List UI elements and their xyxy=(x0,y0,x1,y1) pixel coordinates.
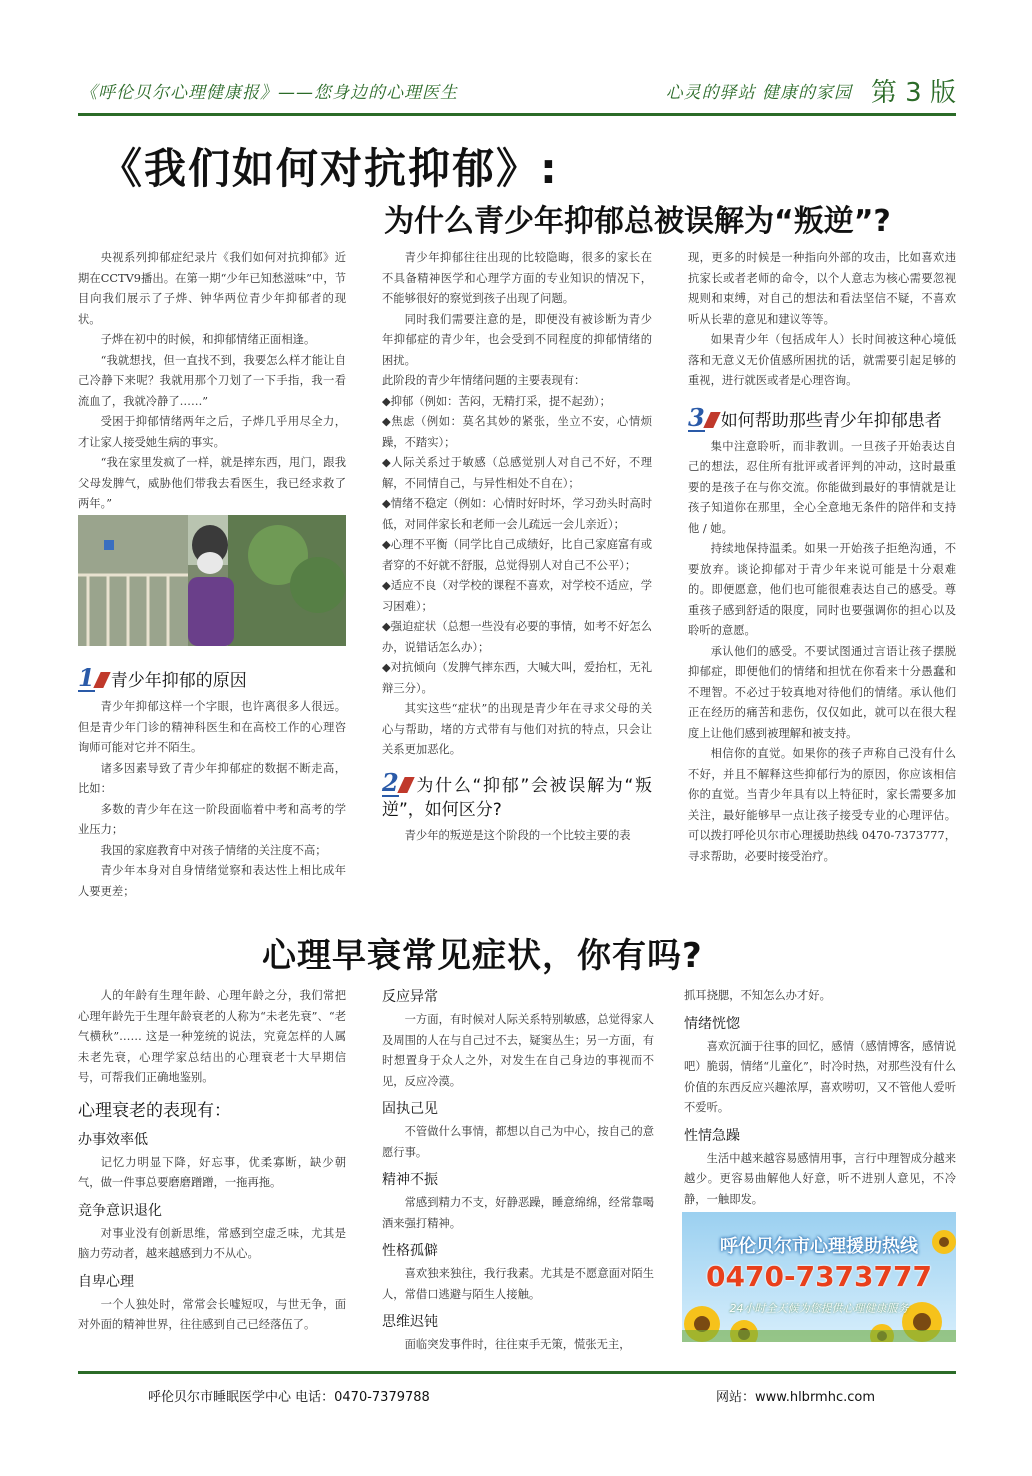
paragraph: 常感到精力不支，好静恶躁，睡意绵绵，经常靠喝酒来强打精神。 xyxy=(382,1196,654,1230)
paragraph: 记忆力明显下降，好忘事，优柔寡断，缺少朝气，做一件事总要磨磨蹭蹭，一拖再拖。 xyxy=(78,1155,346,1189)
paragraph: 现，更多的时候是一种指向外部的攻击，比如喜欢违抗家长或者老师的命令，以个人意志为核心需要忽视规则和束缚，对自己的想法和看法坚信不疑，不喜欢听从长辈的意见和建议等等。 xyxy=(688,251,956,326)
symptom-heading: 固执己见 xyxy=(382,1101,438,1117)
paragraph: 子烨在初中的时候，和抑郁情绪正面相逢。 xyxy=(100,333,316,346)
section-number: 2 xyxy=(382,767,399,797)
article2-col1 xyxy=(78,986,346,1336)
footer-rule xyxy=(78,1371,956,1374)
symptom-item: ◆心理不平衡（同学比自己成绩好，比自己家庭富有或者穿的不好就不舒服，总觉得别人对自己不公平）； xyxy=(382,538,652,572)
article2-col3 xyxy=(684,986,956,1210)
symptom-item: ◆人际关系过于敏感（总感觉别人对自己不好，不理解，不同情自己，与异性相处不自在）； xyxy=(382,456,652,490)
hotline-banner xyxy=(682,1212,956,1342)
banner-title: 呼伦贝尔市心理援助热线 xyxy=(720,1236,918,1257)
paragraph: 面临突发事件时，往往束手无策，慌张无主， xyxy=(404,1338,631,1351)
article2-col2 xyxy=(382,986,654,1356)
paragraph: 喜欢独来独往，我行我素。尤其是不愿意面对陌生人，常借口逃避与陌生人接触。 xyxy=(382,1267,654,1301)
header-rule xyxy=(78,113,956,116)
symptom-item: ◆抑郁（例如：苦闷，无精打采，提不起劲）； xyxy=(382,394,611,408)
paragraph: 青少年本身对自身情绪觉察和表达性上相比成年人要更差； xyxy=(78,864,346,898)
paragraph: 此阶段的青少年情绪问题的主要表现有： xyxy=(382,374,586,387)
paragraph: 青少年抑郁往往出现的比较隐晦，很多的家长在不具备精神医学和心理学方面的专业知识的情况下，不能够很好的察觉到孩子出现了问题。 xyxy=(382,251,652,305)
symptom-item: ◆对抗倾向（发脾气摔东西，大喊大叫，爱抬杠，无礼辩三分）。 xyxy=(382,661,652,695)
paragraph: 青少年抑郁这样一个字眼，也许离很多人很远。但是青少年门诊的精神科医生和在高校工作的心理咨询师可能对它并不陌生。 xyxy=(78,700,346,754)
symptom-heading: 反应异常 xyxy=(382,989,438,1005)
paragraph: 同时我们需要注意的是，即便没有被诊断为青少年抑郁症的青少年，也会受到不同程度的抑郁情绪的困扰。 xyxy=(382,312,652,367)
article2-title: 心理早衰常见症状，你有吗? xyxy=(262,936,703,976)
symptom-item: ◆焦虑（例如：莫名其妙的紧张，坐立不安，心情烦躁，不踏实）； xyxy=(382,415,652,449)
symptom-item: ◆情绪不稳定（例如：心情时好时坏，学习劲头时高时低，对同伴家长和老师一会儿疏远一会儿亲近）； xyxy=(382,497,652,531)
symptom-heading: 精神不振 xyxy=(382,1172,438,1188)
section-number: 1 xyxy=(78,663,95,692)
paragraph: 喜欢沉湎于往事的回忆，感情（感情博客，感情说吧）脆弱，情绪“儿童化”，时冷时热，对那些没有什么价值的东西反应兴趣浓厚，喜欢唠叨，又不管他人爱听不爱听。 xyxy=(684,1039,956,1114)
documentary-photo xyxy=(78,515,346,646)
paragraph: 一方面，有时候对人际关系特别敏感，总觉得家人及周围的人在与自己过不去，疑窦丛生；另一方面，有时想置身于众人之外，对发生在自己身边的事视而不见，反应冷漠。 xyxy=(382,1013,654,1088)
paragraph: “我在家里发疯了一样，就是摔东西，甩门，跟我父母发脾气，威胁他们带我去看医生，我已经求救了两年。” xyxy=(78,456,346,510)
footer-contact: 呼伦贝尔市睡眠医学中心 电话：0470-7379788 xyxy=(148,1390,430,1405)
section-number: 3 xyxy=(688,402,705,432)
symptom-heading: 办事效率低 xyxy=(78,1131,148,1148)
paragraph: “我就想找，但一直找不到，我要怎么样才能让自己冷静下来呢？我就用那个刀划了一下手指，我一看流血了，我就冷静了……” xyxy=(78,353,346,408)
symptom-heading: 竞争意识退化 xyxy=(78,1202,162,1219)
banner-tagline: 24小时全天候为您提供心理健康服务 xyxy=(729,1302,909,1315)
article1-title: 《我们如何对抗抑郁》: xyxy=(100,144,559,193)
paragraph: 生活中越来越容易感情用事，言行中理智成分越来越少。更容易曲解他人好意，听不进别人意见，不冷静，一触即发。 xyxy=(684,1151,956,1206)
paragraph: 央视系列抑郁症纪录片《我们如何对抗抑郁》近期在CCTV9播出。在第一期“少年已知愁滋味”中，节目向我们展示了子烨、钟华两位青少年抑郁者的现状。 xyxy=(78,251,346,326)
paragraph: 抓耳挠腮，不知怎么办才好。 xyxy=(684,989,831,1002)
paragraph: 受困于抑郁情绪两年之后，子烨几乎用尽全力，才让家人接受她生病的事实。 xyxy=(78,415,346,449)
symptom-heading: 情绪恍惚 xyxy=(684,1015,740,1032)
section1-heading xyxy=(78,663,346,693)
article1-col3 xyxy=(688,248,956,867)
list-title: 心理衰老的表现有： xyxy=(78,1100,231,1121)
symptom-item: ◆强迫症状（总想一些没有必要的事情，如考不好怎么办，说错话怎么办）； xyxy=(382,620,652,654)
article1-subtitle: 为什么青少年抑郁总被误解为“叛逆”? xyxy=(384,204,891,239)
header-slogan: 心灵的驿站 健康的家园 xyxy=(665,83,852,103)
symptom-item: ◆适应不良（对学校的课程不喜欢，对学校不适应，学习困难）； xyxy=(382,579,652,613)
page-number: 第 3 版 xyxy=(870,78,956,108)
paragraph: 我国的家庭教育中对孩子情绪的关注度不高； xyxy=(100,843,327,857)
paragraph: 多数的青少年在这一阶段面临着中考和高考的学业压力； xyxy=(78,802,346,836)
paragraph: 不管做什么事情，都想以自己为中心，按自己的意愿行事。 xyxy=(382,1125,654,1159)
section-title: 为什么“抑郁”会被误解为“叛逆”，如何区分? xyxy=(382,775,652,820)
symptom-heading: 自卑心理 xyxy=(78,1273,134,1290)
paragraph: 诸多因素导致了青少年抑郁症的数据不断走高，比如： xyxy=(78,761,346,795)
section2-heading xyxy=(382,767,652,822)
pen-icon xyxy=(93,672,110,688)
paragraph: 相信你的直觉。如果你的孩子声称自己没有什么不好，并且不解释这些抑郁行为的原因，你应该相信你的直觉。当青少年具有以上特征时，家长需要多加关注，最好能够早一点让孩子接受专业的心理评估。可以拨打呼伦贝尔市心理援助热线 0470-7373777，寻求帮助，必要时接受治疗。 xyxy=(688,747,956,863)
footer-website: 网站：www.hlbrmhc.com xyxy=(716,1390,876,1405)
section3-heading xyxy=(688,402,956,433)
symptom-heading: 性情急躁 xyxy=(684,1127,740,1144)
paragraph: 青少年的叛逆是这个阶段的一个比较主要的表 xyxy=(404,828,631,842)
paragraph: 集中注意聆听，而非教训。一旦孩子开始表达自己的想法，忍住所有批评或者评判的冲动，这时最重要的是孩子在与你交流。你能做到最好的事情就是让孩子知道你在那里，全心全意地无条件的陪伴和支持他 / 她。 xyxy=(688,439,956,535)
banner-phone: 0470-7373777 xyxy=(706,1260,932,1293)
pen-icon xyxy=(397,777,414,793)
symptom-heading: 思维迟钝 xyxy=(382,1314,438,1330)
article1-col1 xyxy=(78,248,346,515)
paragraph: 其实这些“症状”的出现是青少年在寻求父母的关心与帮助，堵的方式带有与他们对抗的特点，只会让关系更加恶化。 xyxy=(382,702,652,756)
paragraph: 对事业没有创新思维，常感到空虚乏味，尤其是脑力劳动者，越来越感到力不从心。 xyxy=(78,1226,346,1260)
paragraph: 人的年龄有生理年龄、心理年龄之分，我们常把心理年龄先于生理年龄衰老的人称为“未老先衰”、“老气横秋”…… 这是一种笼统的说法，究竟怎样的人属未老先衰，心理学家总结出的心理衰老十大早期信号，可帮我们正确地鉴别。 xyxy=(78,989,346,1084)
section-title: 如何帮助那些青少年抑郁患者 xyxy=(720,410,942,431)
photo-illustration xyxy=(78,515,346,646)
section1 xyxy=(78,660,346,902)
paragraph: 如果青少年（包括成年人）长时间被这种心境低落和无意义无价值感所困扰的话，就需要引起足够的重视，进行就医或者是心理咨询。 xyxy=(688,333,956,387)
header-masthead: 《呼伦贝尔心理健康报》——您身边的心理医生 xyxy=(80,83,458,103)
paragraph: 承认他们的感受。不要试图通过言语让孩子摆脱抑郁症，即便他们的情绪和担忧在你看来十分愚蠢和不理智。不必过于较真地对待他们的情绪。承认他们正在经历的痛苦和悲伤，仅仅如此，就可以在很大程度上让他们感到被理解和被支持。 xyxy=(688,644,956,740)
paragraph: 一个人独处时，常常会长嘘短叹，与世无争，面对外面的精神世界，往往感到自己已经落伍了。 xyxy=(78,1297,346,1331)
paragraph: 持续地保持温柔。如果一开始孩子拒绝沟通，不要放弃。谈论抑郁对于青少年来说可能是十分艰难的。即便愿意，他们也可能很难表达自己的感受。尊重孩子感到舒适的限度，同时也要强调你的担心以及聆听的意愿。 xyxy=(688,542,956,637)
article1-col2 xyxy=(382,248,652,846)
symptom-heading: 性格孤僻 xyxy=(382,1243,438,1259)
pen-icon xyxy=(703,412,720,428)
section-title: 青少年抑郁的原因 xyxy=(110,671,247,691)
